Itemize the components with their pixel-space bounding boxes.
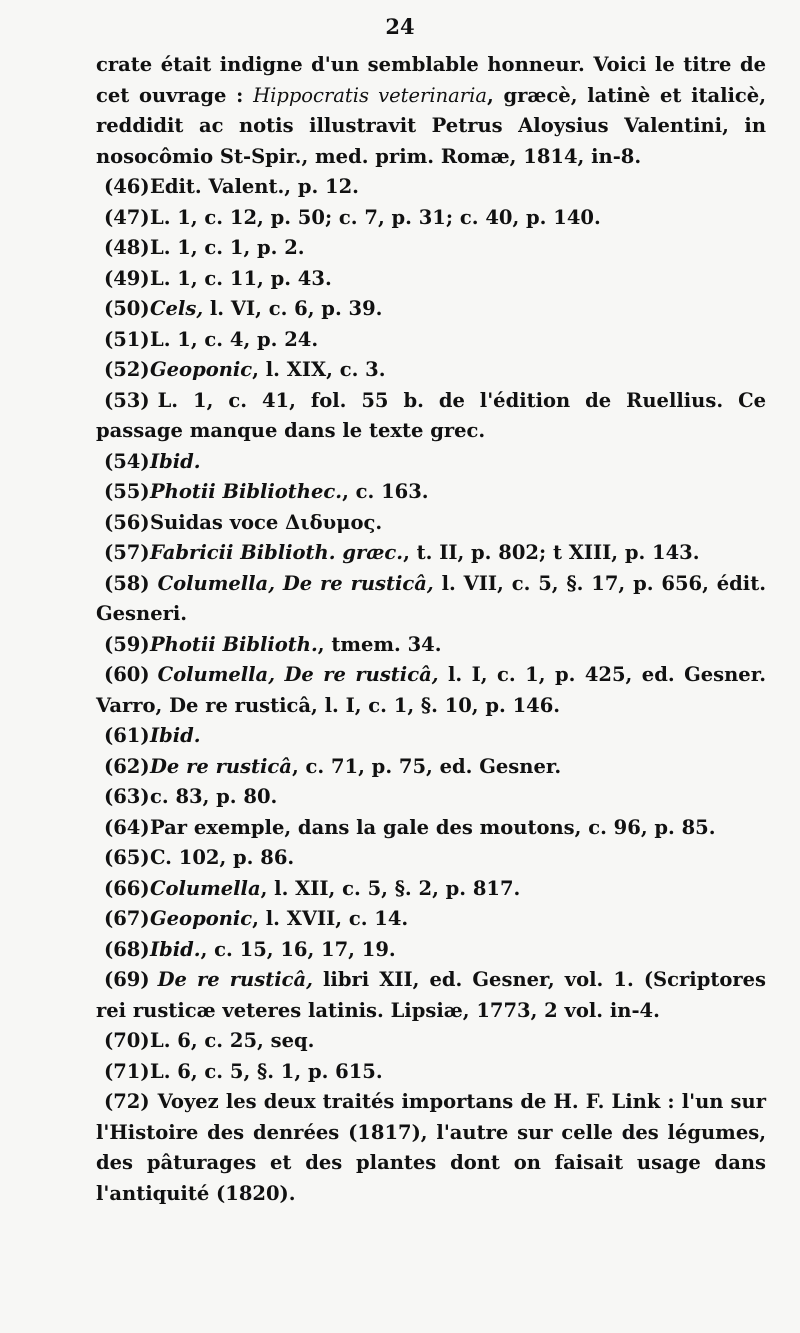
- footnote: [96, 325, 766, 356]
- footnote-text: [150, 508, 766, 539]
- footnote: [96, 1057, 766, 1088]
- footnote-text: [96, 1090, 766, 1205]
- footnote: [96, 477, 766, 508]
- footnote-text: [150, 294, 766, 325]
- footnote-text: [150, 233, 766, 264]
- footnote: [96, 630, 766, 661]
- footnote-number: (64): [104, 815, 150, 839]
- footnote-body: Par exemple, dans la gale des moutons, c. 96, p. 85.: [150, 815, 716, 839]
- footnote-text: [150, 325, 766, 356]
- footnote-italic: Geoponic: [150, 358, 253, 381]
- footnote: [96, 172, 766, 203]
- footnote-text: [96, 572, 766, 626]
- footnote-number: (53): [104, 388, 150, 412]
- footnote-body: , l. XIX, c. 3.: [252, 358, 386, 381]
- footnote: [96, 264, 766, 295]
- footnote-text: [150, 1026, 766, 1057]
- footnote: [96, 294, 766, 325]
- footnote-italic: Cels,: [150, 297, 204, 320]
- footnote-number: (51): [104, 327, 150, 351]
- footnote-number: (63): [104, 785, 150, 808]
- footnote-number: (54): [104, 449, 150, 473]
- intro-part-2: , græcè, latinè et italicè, reddidit ac notis illustravit Petrus Aloysius Valentini, in nosocômio St-Spir., med. prim. Romæ, 1814, in-8.: [96, 83, 767, 168]
- footnote-italic: Ibid.: [150, 449, 201, 473]
- footnote-body: l. VII, c. 5, §. 17, p. 656, édit. Gesneri.: [96, 571, 766, 625]
- footnote-text: [150, 721, 766, 752]
- footnote: [96, 813, 766, 844]
- footnote-text: [150, 874, 766, 905]
- footnote: [96, 752, 766, 783]
- footnote: [96, 233, 766, 264]
- footnote-text: [150, 172, 766, 203]
- footnote-text: [150, 935, 766, 966]
- footnote-text: [150, 447, 766, 478]
- footnote: [96, 1087, 766, 1209]
- footnote-italic: Photii Biblioth.: [150, 632, 318, 656]
- footnote: [96, 355, 766, 386]
- footnote: [96, 660, 766, 721]
- footnote: [96, 965, 766, 1026]
- footnote-body: , c. 71, p. 75, ed. Gesner.: [291, 754, 562, 778]
- footnote-italic: Ibid.: [150, 724, 201, 747]
- footnote-number: (52): [104, 358, 150, 381]
- footnote-italic: De re rusticâ: [150, 754, 292, 778]
- footnote-body: libri XII, ed. Gesner, vol. 1. (Scriptores rei rusticæ veteres latinis. Lipsiæ, 1773, 2 vol. in-4.: [96, 968, 766, 1022]
- footnote-number: (47): [104, 205, 150, 229]
- footnote-number: (69): [104, 968, 150, 991]
- footnote-number: (48): [104, 236, 150, 259]
- footnote-number: (59): [104, 632, 150, 656]
- footnote-body: Edit. Valent., p. 12.: [150, 175, 359, 198]
- footnote-number: (66): [104, 876, 150, 900]
- footnote-body: , t. II, p. 802; t XIII, p. 143.: [403, 541, 700, 564]
- footnote-italic: Fabricii Biblioth. græc.: [150, 541, 404, 564]
- footnote-number: (71): [104, 1059, 150, 1083]
- footnote-number: (61): [104, 724, 150, 747]
- footnote: [96, 782, 766, 813]
- footnote-text: [150, 538, 766, 569]
- footnote-text: [150, 264, 766, 295]
- footnote-text: [96, 389, 766, 443]
- footnote-number: (62): [104, 754, 150, 778]
- footnote-number: (55): [104, 480, 150, 503]
- footnote-text: [150, 843, 766, 874]
- footnote: [96, 874, 766, 905]
- footnote: [96, 721, 766, 752]
- footnote: [96, 508, 766, 539]
- footnote: [96, 569, 766, 630]
- footnote: [96, 203, 766, 234]
- footnote-number: (70): [104, 1029, 150, 1052]
- footnote-body: L. 1, c. 1, p. 2.: [150, 236, 305, 259]
- footnote-body: l. I, c. 1, p. 425, ed. Gesner. Varro, De re rusticâ, l. I, c. 1, §. 10, p. 146.: [96, 663, 766, 717]
- footnote-text: [150, 355, 766, 386]
- footnote-body: Suidas voce Διδυμος.: [150, 510, 383, 534]
- footnote-text: [96, 968, 766, 1022]
- footnote-italic: Ibid.: [150, 937, 201, 961]
- footnote-body: L. 1, c. 11, p. 43.: [150, 266, 332, 290]
- footnote-text: [150, 813, 766, 844]
- footnote: [96, 386, 766, 447]
- page-number: 24: [385, 14, 415, 39]
- footnote-number: (58): [104, 571, 150, 595]
- footnote-number: (46): [104, 175, 150, 198]
- footnote-number: (60): [104, 663, 150, 686]
- footnote-italic: De re rusticâ,: [157, 968, 313, 991]
- intro-part-1: crate était indigne d'un semblable honneur. Voici le titre de cet ouvrage :: [96, 53, 766, 107]
- footnote-number: (68): [104, 937, 150, 961]
- footnote-text: [150, 203, 766, 234]
- footnote-text: [150, 752, 766, 783]
- footnotes-list: [96, 172, 766, 1209]
- footnote-text: [150, 477, 766, 508]
- footnote-italic: Columella, De re rusticâ,: [157, 663, 439, 686]
- footnote-italic: Columella, De re rusticâ,: [157, 571, 434, 595]
- footnote: [96, 904, 766, 935]
- footnote-body: L. 6, c. 5, §. 1, p. 615.: [150, 1059, 383, 1083]
- footnote: [96, 935, 766, 966]
- footnote: [96, 843, 766, 874]
- footnote-body: , c. 15, 16, 17, 19.: [200, 937, 396, 961]
- footnote-text: [96, 663, 766, 717]
- footnote: [96, 1026, 766, 1057]
- footnote-italic: Photii Bibliothec.: [150, 480, 343, 503]
- footnote-body: l. VI, c. 6, p. 39.: [203, 297, 383, 320]
- footnote-body: L. 1, c. 4, p. 24.: [150, 327, 319, 351]
- footnote-body: L. 1, c. 12, p. 50; c. 7, p. 31; c. 40, p. 140.: [150, 205, 601, 229]
- footnote-text: [150, 782, 766, 813]
- footnote-body: , tmem. 34.: [317, 632, 442, 656]
- footnote-number: (56): [104, 510, 150, 534]
- footnote: [96, 538, 766, 569]
- footnote-text: [150, 630, 766, 661]
- footnote-body: L. 1, c. 41, fol. 55 b. de l'édition de Ruellius. Ce passage manque dans le texte grec.: [96, 388, 766, 442]
- footnote-body: , l. XVII, c. 14.: [252, 907, 409, 930]
- footnote-body: , l. XII, c. 5, §. 2, p. 817.: [260, 876, 521, 900]
- footnote-text: [150, 904, 766, 935]
- footnote-body: L. 6, c. 25, seq.: [150, 1029, 315, 1052]
- footnote-italic: Geoponic: [150, 907, 253, 930]
- footnote: [96, 447, 766, 478]
- footnote-body: Voyez les deux traités importans de H. F. Link : l'un sur l'Histoire des denrées (1817), l'autre sur celle des légumes, des pâturages et des plantes dont on faisait usage dans l'antiquité (1820).: [96, 1090, 766, 1205]
- footnote-number: (57): [104, 541, 150, 564]
- footnote-number: (72): [104, 1090, 150, 1113]
- footnote-number: (67): [104, 907, 150, 930]
- footnote-number: (49): [104, 266, 150, 290]
- footnote-body: , c. 163.: [342, 480, 429, 503]
- intro-title: Hippocratis veterinaria: [253, 83, 487, 107]
- footnote-italic: Columella: [150, 876, 261, 900]
- footnote-body: C. 102, p. 86.: [150, 846, 295, 869]
- footnote-number: (65): [104, 846, 150, 869]
- footnote-text: [150, 1057, 766, 1088]
- intro-paragraph: [96, 50, 766, 172]
- page-text: [96, 50, 766, 1209]
- footnote-number: (50): [104, 297, 150, 320]
- footnote-body: c. 83, p. 80.: [150, 785, 278, 808]
